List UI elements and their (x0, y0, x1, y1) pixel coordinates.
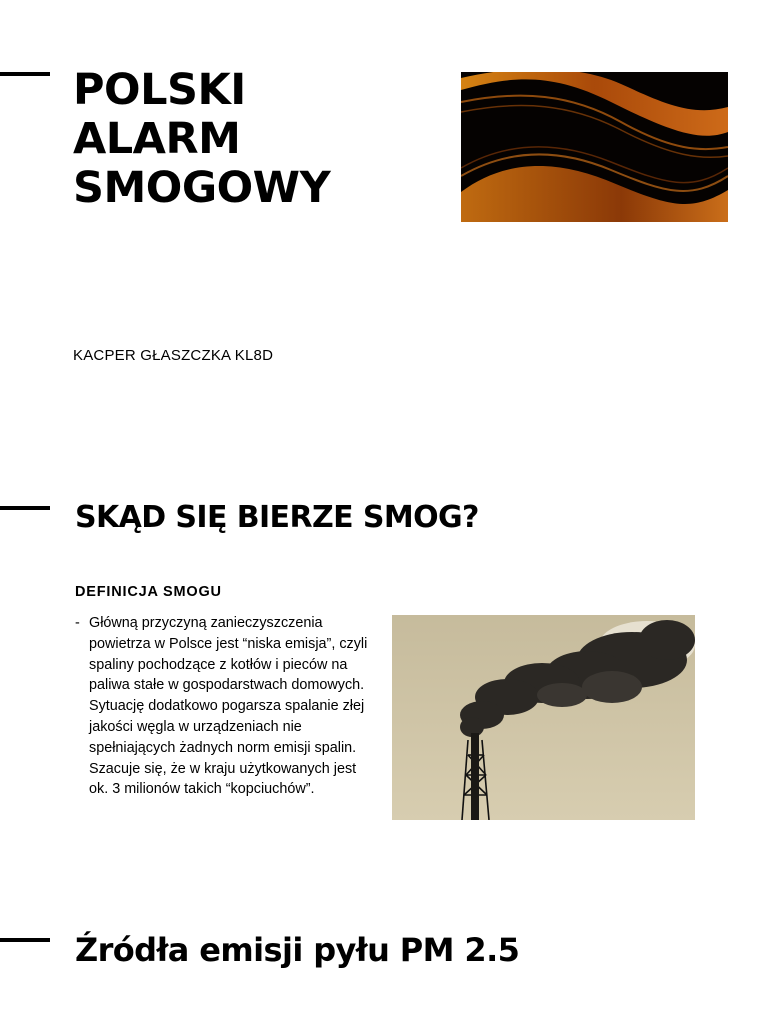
abstract-waves-image (461, 72, 728, 222)
cover-accent-rule (0, 72, 50, 76)
smokestack-smoke-image (392, 615, 695, 820)
title-line: ALARM (73, 114, 241, 164)
author-name: KACPER GŁASZCZKA KL8D (73, 347, 274, 364)
section-heading: Źródła emisji pyłu PM 2.5 (75, 931, 520, 969)
definition-subheading: DEFINICJA SMOGU (75, 584, 222, 600)
section-accent-rule (0, 938, 50, 942)
title-line: POLSKI (73, 65, 246, 115)
title-line: SMOGOWY (73, 163, 331, 213)
presentation-title (73, 66, 330, 213)
definition-item: - Główną przyczyną zanieczyszczenia powietrza w Polsce jest “niska emisja”, czyli spaliny pochodzące z kotłów i pieców na paliwa stałe w gospodarstwach domowych. Sytuację dodatkowo pogarsza spalanie złej jakości węgla w urządzeniach nie spełniających żadnych norm emisji spalin. Szacuje się, że w kraju użytkowanych jest ok. 3 milionów takich “kopciuchów”. (75, 613, 375, 800)
definition-list (75, 613, 375, 800)
section-heading: SKĄD SIĘ BIERZE SMOG? (75, 500, 479, 535)
section-accent-rule (0, 506, 50, 510)
